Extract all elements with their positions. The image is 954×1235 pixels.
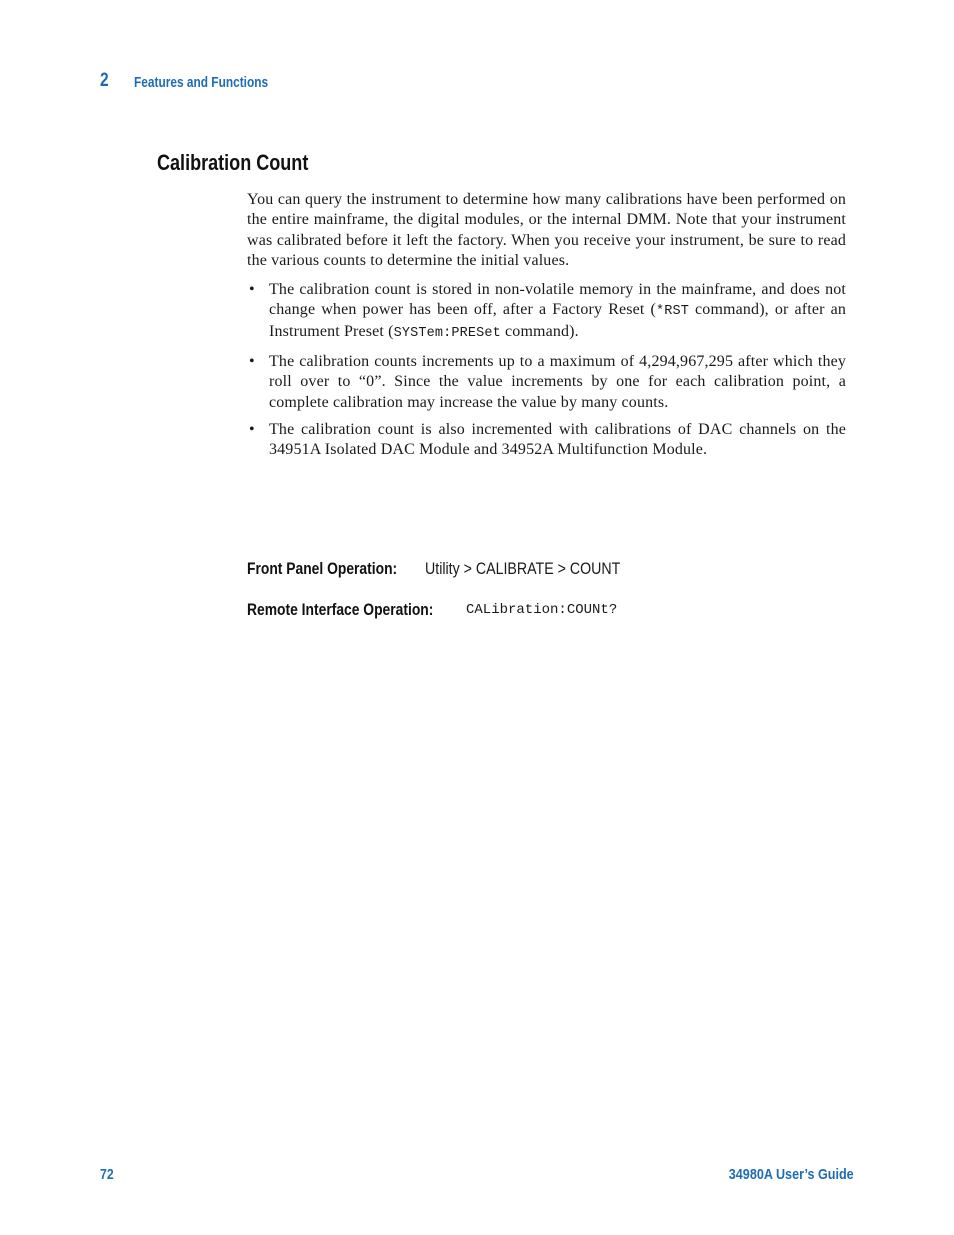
bullet-icon: • (249, 421, 255, 439)
bullet-text: The calibration count is stored in non-volatile memory in the mainframe, and does not change when power has been off, after a Factory Reset ( (269, 280, 846, 319)
section-title: Calibration Count (157, 150, 309, 175)
intro-paragraph: You can query the instrument to determine how many calibrations have been performed on the entire mainframe, the digital modules, or the internal DMM. Note that your instrument was calibrated before it left the factory. When you receive your instrument, be sure to read the various counts to determine the initial values. (247, 191, 846, 270)
bullet-text: command), or after an Instrument Preset ( (269, 301, 846, 341)
inline-code: *RST (656, 304, 690, 320)
front-panel-value: Utility > CALIBRATE > COUNT (425, 559, 621, 578)
bullet-item (247, 420, 846, 461)
chapter-number: 2 (100, 70, 109, 91)
inline-code: SYSTem:PRESet (393, 326, 501, 342)
bullet-icon: • (249, 352, 255, 370)
section-body (247, 190, 846, 468)
bullet-item (247, 280, 846, 345)
page-number: 72 (100, 1166, 114, 1183)
chapter-title: Features and Functions (134, 75, 269, 91)
bullet-icon: • (249, 280, 255, 298)
front-panel-operation (247, 557, 652, 581)
bullet-list (247, 280, 846, 461)
remote-interface-label: Remote Interface Operation: (247, 600, 434, 619)
bullet-text: The calibration count is also incremented with calibrations of DAC channels on the 34951A Isolated DAC Module and 34952A Multifunction Module. (269, 421, 846, 459)
remote-interface-operation (247, 598, 617, 622)
remote-interface-value: CALibration:COUNt? (466, 602, 618, 618)
guide-title: 34980A User’s Guide (729, 1166, 854, 1183)
bullet-text: The calibration counts increments up to a maximum of 4,294,967,295 after which they roll over to “0”. Since the value increments by one for each calibration point, a complete calibration may increase the value by many counts. (269, 352, 846, 411)
bullet-item (247, 352, 846, 413)
bullet-text: command). (500, 323, 579, 341)
front-panel-label: Front Panel Operation: (247, 559, 398, 578)
